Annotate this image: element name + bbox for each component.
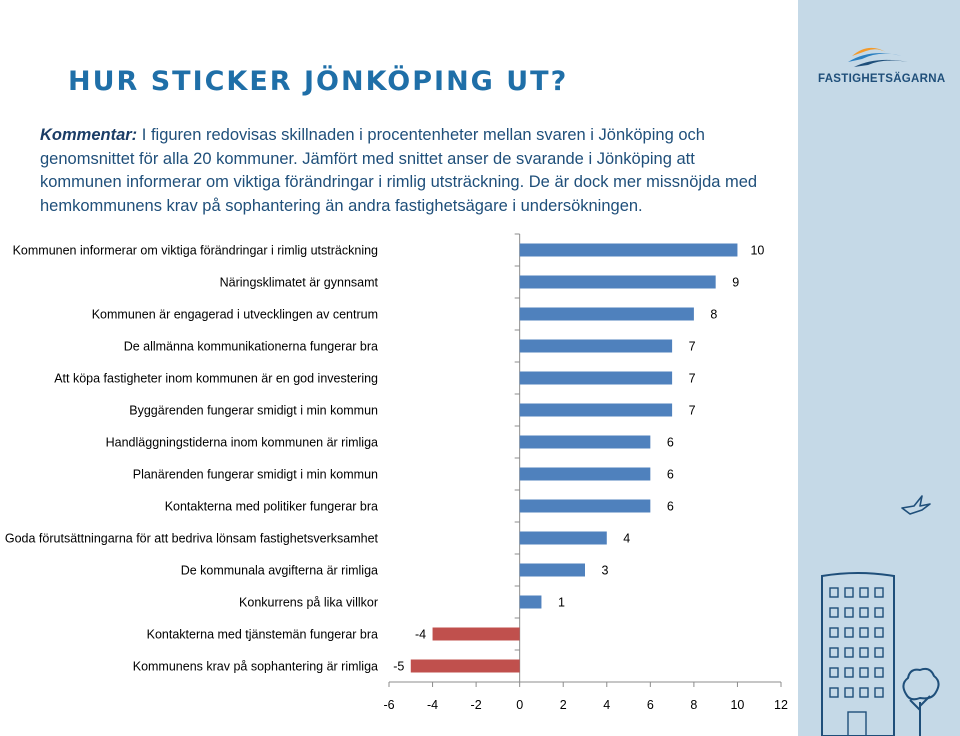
x-tick-label: 12 (774, 698, 788, 712)
building-icon (818, 572, 898, 736)
data-label: 7 (688, 403, 696, 418)
data-label: 6 (666, 467, 674, 482)
x-tick-label: -4 (426, 698, 439, 712)
comment-text (40, 124, 760, 218)
category-label: Byggärenden fungerar smidigt i min kommun (129, 403, 378, 418)
bar (411, 660, 520, 673)
data-label: 7 (688, 339, 696, 354)
data-label: 3 (601, 563, 609, 578)
category-label: De allmänna kommunikationerna fungerar bra (123, 339, 378, 354)
brand-name: FASTIGHETSÄGARNA (818, 73, 946, 85)
bar (520, 532, 607, 545)
bar (520, 500, 651, 513)
category-label: De kommunala avgifterna är rimliga (180, 563, 378, 578)
bar (520, 564, 585, 577)
bar (520, 596, 542, 609)
category-label: Handläggningstiderna inom kommunen är rimliga (105, 435, 378, 450)
category-label: Konkurrens på lika villkor (239, 595, 378, 610)
slide-title: HUR STICKER JÖNKÖPING UT? (68, 66, 569, 97)
x-tick-label: -2 (470, 698, 482, 712)
category-label: Att köpa fastigheter inom kommunen är en god investering (54, 371, 378, 386)
bar (520, 436, 651, 449)
category-label: Kontakterna med tjänstemän fungerar bra (146, 627, 378, 642)
fastighetsagarna-logo-icon (846, 44, 910, 70)
bar (520, 340, 672, 353)
bar (520, 372, 672, 385)
data-label: 6 (666, 435, 674, 450)
bar (520, 404, 672, 417)
data-label: 6 (666, 499, 674, 514)
x-tick-label: 6 (646, 698, 654, 712)
data-label: 8 (710, 307, 718, 322)
bar (433, 628, 520, 641)
bird-icon (900, 494, 932, 518)
category-label: Kommunen informerar om viktiga förändringar i rimlig utsträckning (12, 243, 378, 258)
bar (520, 468, 651, 481)
comment-label: Kommentar: (40, 126, 138, 144)
category-label: Goda förutsättningarna för att bedriva lönsam fastighetsverksamhet (4, 531, 378, 546)
x-tick-label: 10 (730, 698, 745, 712)
data-label: 4 (623, 531, 631, 546)
tree-icon (898, 664, 942, 736)
x-tick-label: -6 (383, 698, 395, 712)
category-label: Näringsklimatet är gynnsamt (219, 275, 378, 290)
category-label: Kommunens krav på sophantering är rimliga (132, 659, 378, 674)
bar (520, 244, 738, 257)
x-tick-label: 2 (559, 698, 567, 712)
x-tick-label: 4 (603, 698, 611, 712)
data-label: 10 (750, 243, 765, 258)
data-label: -4 (414, 627, 427, 642)
data-label: 7 (688, 371, 696, 386)
bar-chart (0, 230, 800, 736)
category-label: Kontakterna med politiker fungerar bra (164, 499, 378, 514)
comment-body: I figuren redovisas skillnaden i procentenheter mellan svaren i Jönköping och genomsnittet för alla 20 kommuner. Jämfört med snittet anser de svarande i Jönköping att kommunen informerar om viktiga förändringar i rimlig utsträckning. De är dock mer missnöjda med hemkommunens krav på sophantering än andra fastighetsägare i undersökningen. (40, 126, 758, 215)
data-label: -5 (393, 659, 405, 674)
category-label: Planärenden fungerar smidigt i min kommun (132, 467, 378, 482)
data-label: 9 (732, 275, 740, 290)
data-label: 1 (557, 595, 565, 610)
x-tick-label: 8 (690, 698, 698, 712)
bar (520, 276, 716, 289)
category-label: Kommunen är engagerad i utvecklingen av centrum (91, 307, 378, 322)
bar (520, 308, 694, 321)
x-tick-label: 0 (516, 698, 524, 712)
